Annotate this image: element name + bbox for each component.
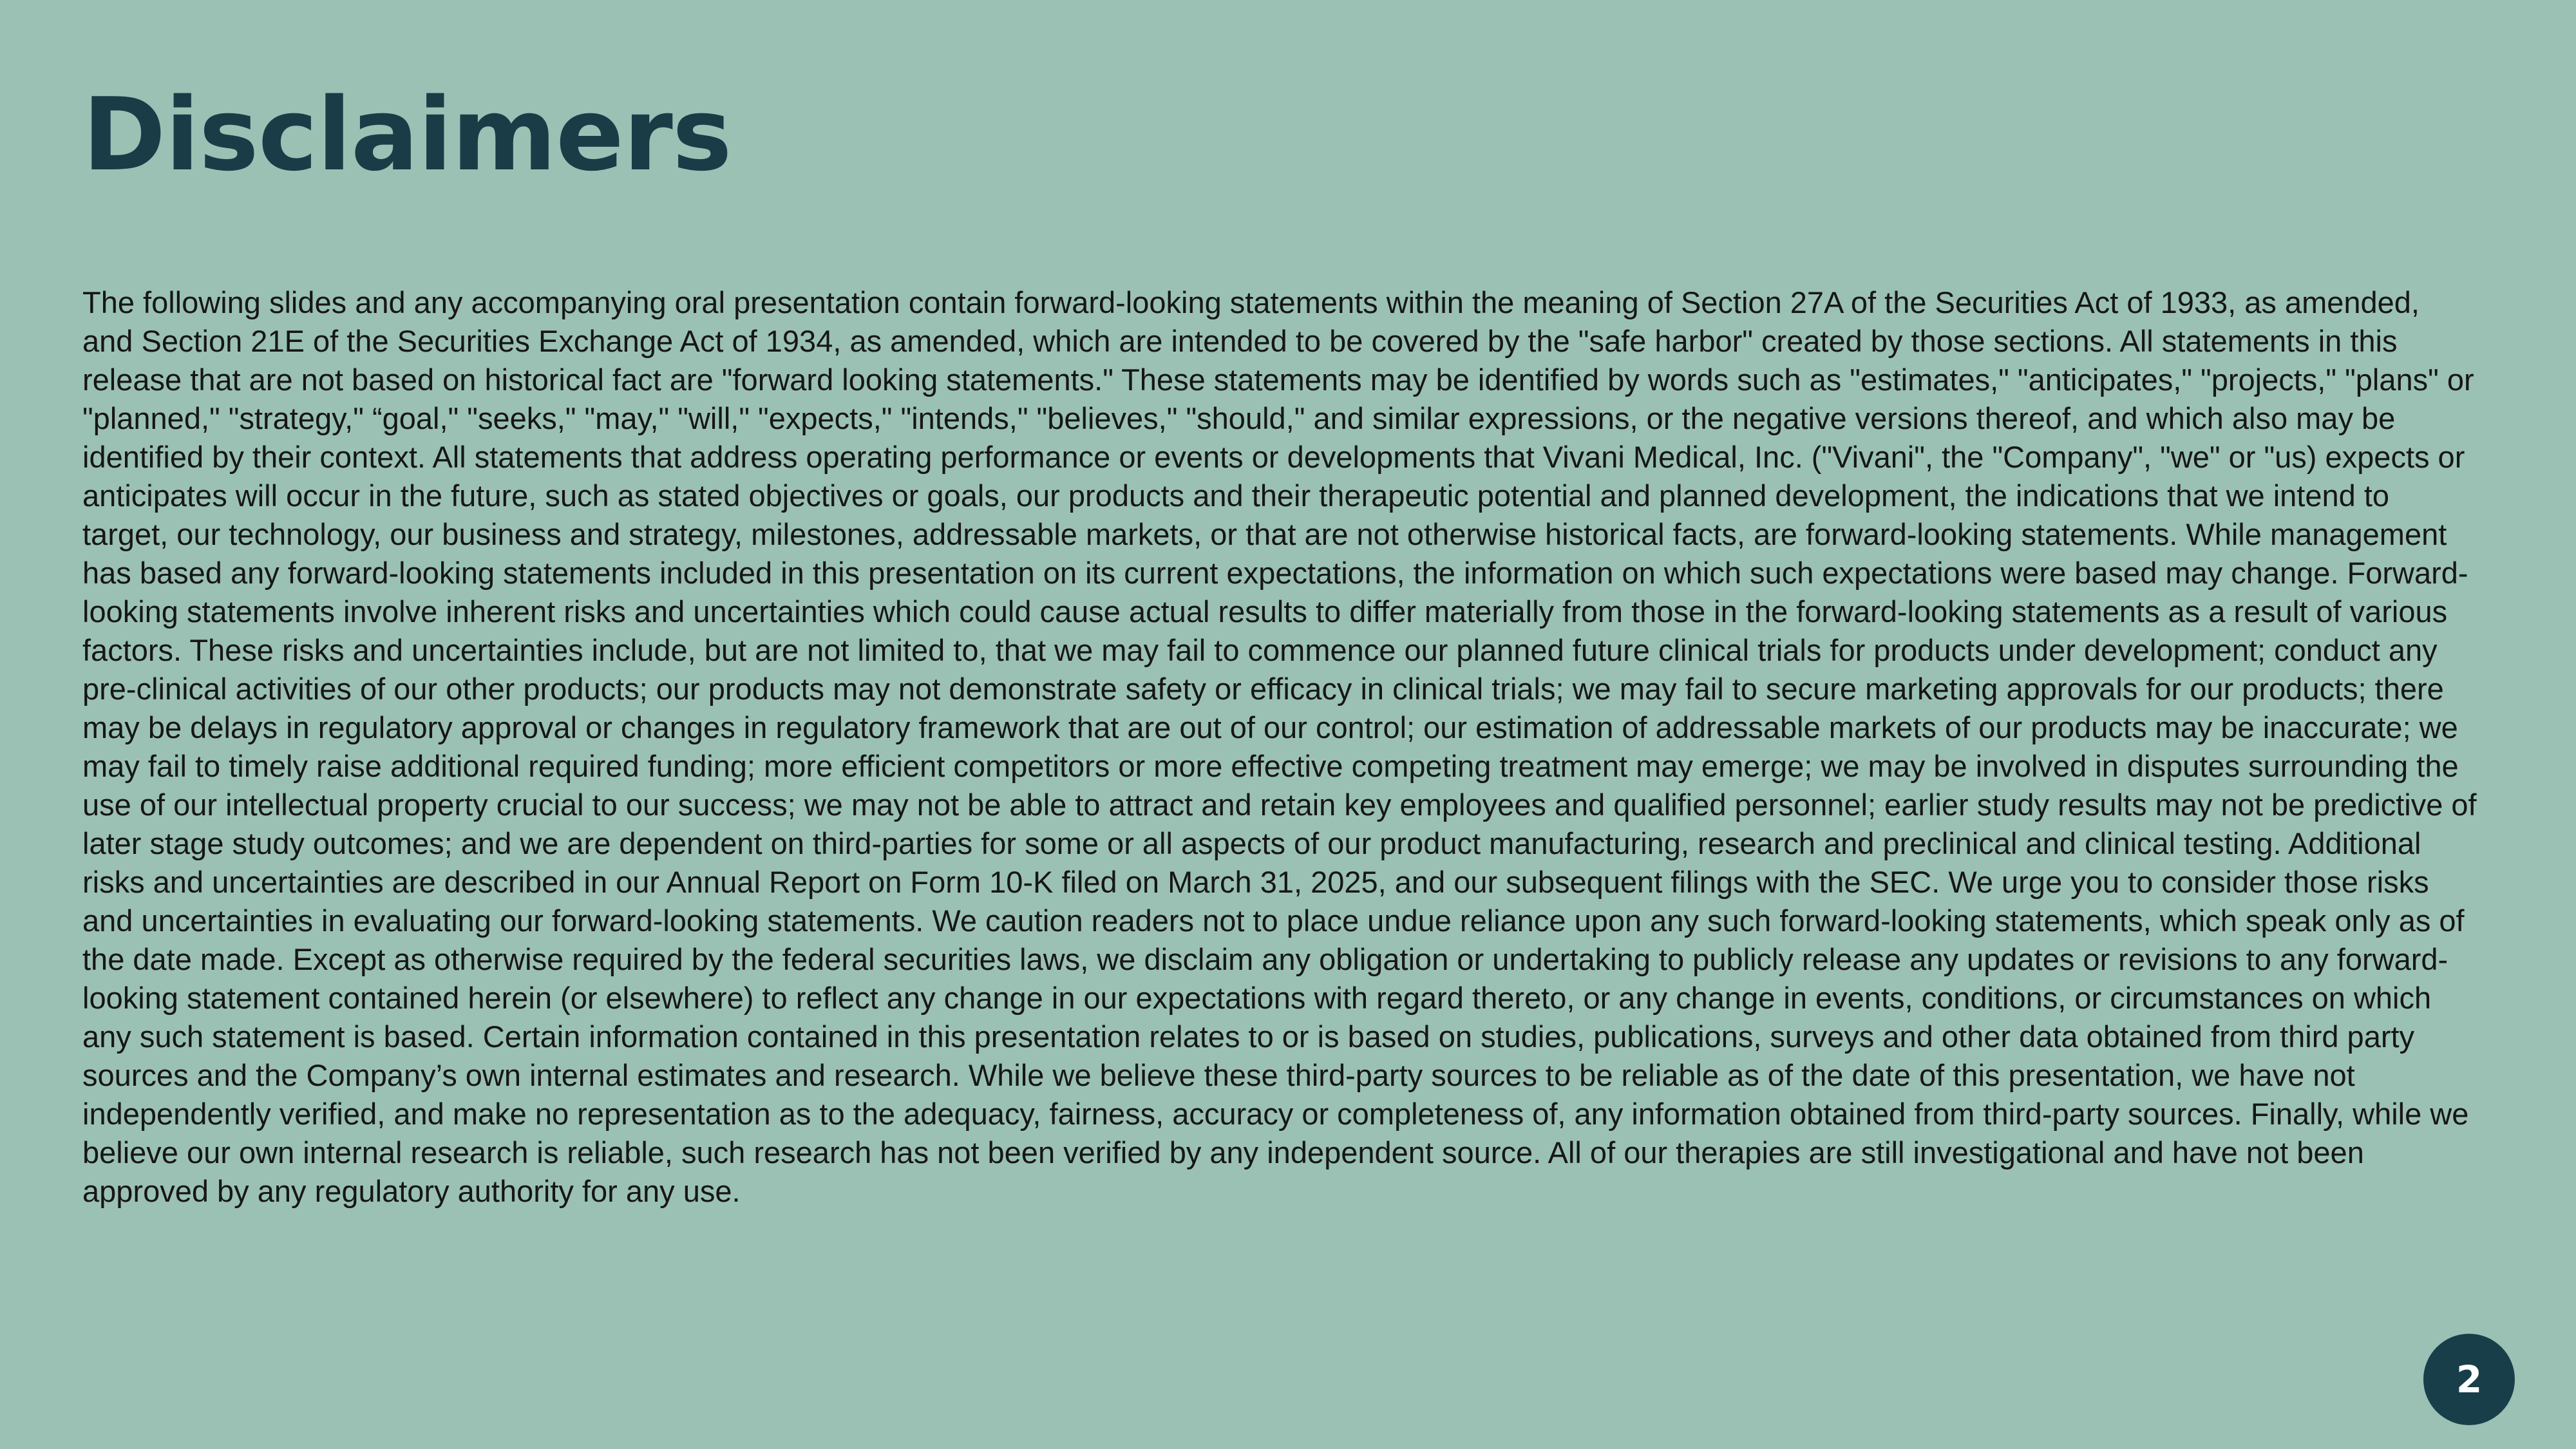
disclaimer-text: The following slides and any accompanying oral presentation contain forward-looking statements within the meaning of Section 27A of the Securities Act of 1933, as amended, and Section 21E of the Securities Exchange Act of 1934, as amended, which are intended to be covered by the "safe harbor" created by those sections. All statements in this release that are not based on historical fact are "forward looking statements." These statements may be identified by words such as "estimates," "anticipates," "projects," "plans" or "planned," "strategy," “goal," "seeks," "may," "will," "expects," "intends," "believes," "should," and similar expressions, or the negative versions thereof, and which also may be identified by their context. All statements that address operating performance or events or developments that Vivani Medical, Inc. ("Vivani", the "Company", "we" or "us) expects or anticipates will occur in the future, such as stated objectives or goals, our products and their therapeutic potential and planned development, the indications that we intend to target, our technology, our business and strategy, milestones, addressable markets, or that are not otherwise historical facts, are forward-looking statements. While management has based any forward-looking statements included in this presentation on its current expectations, the information on which such expectations were based may change. Forward-looking statements involve inherent risks and uncertainties which could cause actual results to differ materially from those in the forward-looking statements as a result of various factors. These risks and uncertainties include, but are not limited to, that we may fail to commence our planned future clinical trials for products under development; conduct any pre-clinical activities of our other products; our products may not demonstrate safety or efficacy in clinical trials; we may fail to secure marketing approvals for our products; there may be delays in regulatory approval or changes in regulatory framework that are out of our control; our estimation of addressable markets of our products may be inaccurate; we may fail to timely raise additional required funding; more efficient competitors or more effective competing treatment may emerge; we may be involved in disputes surrounding the use of our intellectual property crucial to our success; we may not be able to attract and retain key employees and qualified personnel; earlier study results may not be predictive of later stage study outcomes; and we are dependent on third-parties for some or all aspects of our product manufacturing, research and preclinical and clinical testing. Additional risks and uncertainties are described in our Annual Report on Form 10-K filed on March 31, 2025, and our subsequent filings with the SEC. We urge you to consider those risks and uncertainties in evaluating our forward-looking statements. We caution readers not to place undue reliance upon any such forward-looking statements, which speak only as of the date made. Except as otherwise required by the federal securities laws, we disclaim any obligation or undertaking to publicly release any updates or revisions to any forward-looking statement contained herein (or elsewhere) to reflect any change in our expectations with regard thereto, or any change in events, conditions, or circumstances on which any such statement is based. Certain information contained in this presentation relates to or is based on studies, publications, surveys and other data obtained from third party sources and the Company’s own internal estimates and research. While we believe these third-party sources to be reliable as of the date of this presentation, we have not independently verified, and make no representation as to the adequacy, fairness, accuracy or completeness of, any information obtained from third-party sources. Finally, while we believe our own internal research is reliable, such research has not been verified by any independent source. All of our therapies are still investigational and have not been approved by any regulatory authority for any use.: [82, 285, 2477, 1208]
slide-title: Disclaimers: [82, 76, 732, 193]
page-number: 2: [2456, 1358, 2483, 1401]
page-number-badge: [2423, 1334, 2515, 1425]
